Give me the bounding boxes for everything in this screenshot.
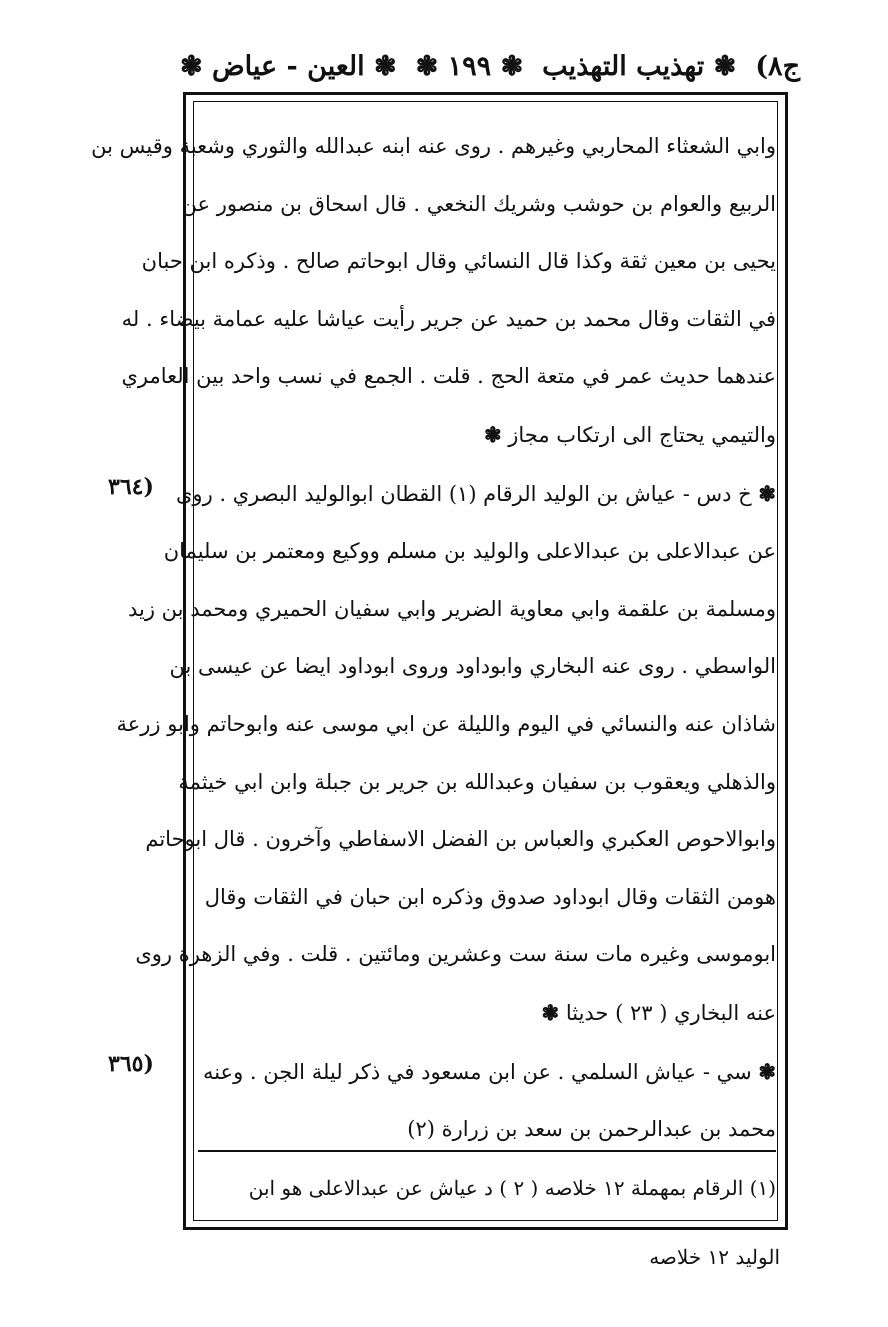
text-line: والذهلي ويعقوب بن سفيان وعبدالله بن جرير بن جبلة وابن ابي خيثمة — [178, 769, 776, 794]
ornament-icon: ❃ — [374, 50, 397, 82]
book-title: ❃ تهذيب التهذيب — [542, 50, 737, 82]
ornament-icon: ❃ — [415, 50, 439, 82]
running-header — [180, 44, 800, 88]
text-line: الربيع والعوام بن حوشب وشريك النخعي . قال اسحاق بن منصور عن — [181, 191, 776, 216]
page-number: ❃ ١٩٩ ❃ — [415, 50, 524, 82]
footnote-divider — [198, 1150, 776, 1152]
section-title: ❃ العين - عياض ❃ — [180, 50, 397, 82]
text-line: عن عبدالاعلى بن عبدالاعلى والوليد بن مسلم ووكيع ومعتمر بن سليمان — [163, 539, 776, 564]
entry-heading-text: سي - عياش السلمي . عن ابن مسعود في ذكر ليلة الجن . وعنه — [202, 1059, 752, 1084]
text-line: وابي الشعثاء المحاربي وغيرهم . روى عنه ابنه عبدالله والثوري وشعبة وقيس بن — [91, 134, 776, 158]
text-line: عندهما حديث عمر في متعة الحج . قلت . الجمع في نسب واحد بين العامري — [121, 364, 776, 389]
margin-entry-number: (٣٦٤ — [108, 474, 154, 500]
ornament-icon: ❃ — [483, 421, 502, 447]
text-line: وابوالاحوص العكبري والعباس بن الفضل الاسفاطي وآخرون . قال ابوحاتم — [145, 827, 776, 852]
text-line: ابوموسى وغيره مات سنة ست وعشرين ومائتين . قلت . وفي الزهرة روى — [135, 942, 776, 967]
text-line: هومن الثقات وقال ابوداود صدوق وذكره ابن حبان في الثقات وقال — [204, 884, 776, 909]
ornament-icon: ❃ — [758, 480, 776, 506]
text-line: الواسطي . روى عنه البخاري وابوداود وروى ابوداود ايضا عن عيسى بن — [169, 654, 776, 679]
entry-heading-text: خ دس - عياش بن الوليد الرقام (١) القطان ابوالوليد البصري . روى — [175, 481, 752, 506]
ornament-icon: ❃ — [713, 50, 737, 82]
ornament-icon: ❃ — [541, 999, 560, 1025]
entry-heading-line — [198, 1043, 776, 1102]
text-line: يحيى بن معين ثقة وكذا قال النسائي وقال ابوحاتم صالح . وذكره ابن حبان — [141, 249, 776, 274]
text-line-content: عنه البخاري ( ٢٣ ) حديثا — [565, 1000, 776, 1025]
entry-heading-line — [175, 465, 776, 524]
text-line-content: والتيمي يحتاج الى ارتكاب مجاز — [508, 422, 776, 447]
ornament-icon: ❃ — [500, 50, 524, 82]
text-line: في الثقات وقال محمد بن حميد عن جرير رأيت عياشا عليه عمامة بيضاء . له — [121, 306, 776, 331]
text-line: محمد بن عبدالرحمن بن سعد بن زرارة (٢) — [407, 1117, 776, 1142]
volume-label: ج٨) — [755, 50, 800, 82]
ornament-icon: ❃ — [758, 1058, 776, 1084]
text-line — [198, 406, 776, 465]
text-line — [198, 984, 776, 1043]
ornament-icon: ❃ — [180, 50, 203, 82]
footnote-line: (١) الرقام بمهملة ١٢ خلاصه ( ٢ ) د عياش عن عبدالاعلى هو ابن — [248, 1176, 776, 1200]
text-line: ومسلمة بن علقمة وابي معاوية الضرير وابي سفيان الحميري ومحمد بن زيد — [128, 596, 776, 621]
footnote-continuation: الوليد ١٢ خلاصه — [649, 1245, 780, 1269]
margin-entry-number: (٣٦٥ — [108, 1051, 154, 1077]
text-line: شاذان عنه والنسائي في اليوم والليلة عن ابي موسى عنه وابوحاتم وابو زرعة — [116, 711, 776, 736]
